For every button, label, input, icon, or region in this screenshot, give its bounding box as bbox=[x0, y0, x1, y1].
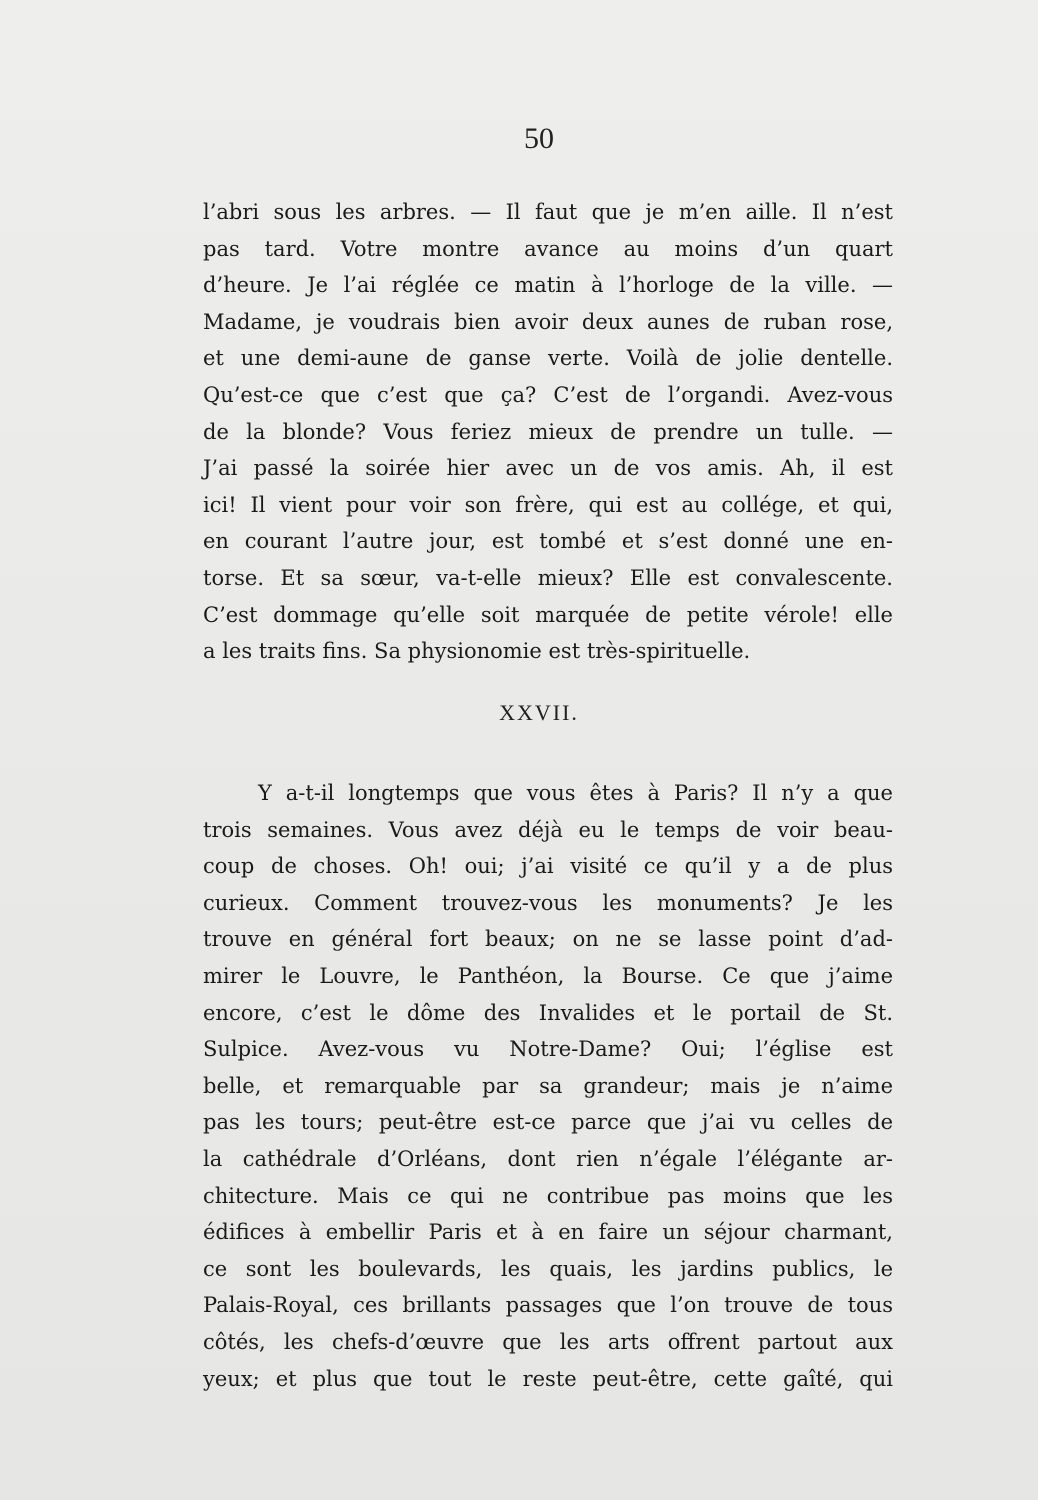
text-line: pas tard. Votre montre avance au moins d’un quart bbox=[203, 236, 893, 261]
page-number: 50 bbox=[524, 122, 554, 155]
text-line: côtés, les chefs-d’œuvre que les arts offrent partout aux bbox=[203, 1329, 893, 1354]
text-line: de la blonde? Vous feriez mieux de prendre un tulle. — bbox=[203, 419, 893, 444]
text-line: Palais-Royal, ces brillants passages que l’on trouve de tous bbox=[203, 1293, 893, 1318]
text-line: J’ai passé la soirée hier avec un de vos amis. Ah, il est bbox=[203, 456, 893, 481]
text-line: ce sont les boulevards, les quais, les jardins publics, le bbox=[203, 1256, 893, 1281]
text-line: curieux. Comment trouvez-vous les monuments? Je les bbox=[203, 890, 893, 915]
text-line: C’est dommage qu’elle soit marquée de petite vérole! elle bbox=[203, 602, 893, 627]
text-line: et une demi-aune de ganse verte. Voilà de jolie dentelle. bbox=[203, 346, 893, 371]
paragraph-section-2 bbox=[203, 775, 893, 1397]
text-line: l’abri sous les arbres. — Il faut que je m’en aille. Il n’est bbox=[203, 200, 893, 224]
text-line: trouve en général fort beaux; on ne se lasse point d’ad- bbox=[203, 927, 893, 952]
text-line: en courant l’autre jour, est tombé et s’est donné une en- bbox=[203, 529, 893, 554]
text-line: torse. Et sa sœur, va-t-elle mieux? Elle est convalescente. bbox=[203, 565, 893, 590]
text-line: pas les tours; peut-être est-ce parce que j’ai vu celles de bbox=[203, 1110, 893, 1135]
text-line: d’heure. Je l’ai réglée ce matin à l’horloge de la ville. — bbox=[203, 273, 893, 298]
text-line: Sulpice. Avez-vous vu Notre-Dame? Oui; l’église est bbox=[203, 1037, 893, 1062]
text-line: coup de choses. Oh! oui; j’ai visité ce qu’il y a de plus bbox=[203, 854, 893, 879]
text-line: Madame, je voudrais bien avoir deux aunes de ruban rose, bbox=[203, 309, 893, 334]
text-line: belle, et remarquable par sa grandeur; mais je n’aime bbox=[203, 1073, 893, 1098]
text-line: trois semaines. Vous avez déjà eu le temps de voir beau- bbox=[203, 817, 893, 842]
chapter-heading: XXVII. bbox=[499, 700, 579, 725]
text-line: chitecture. Mais ce qui ne contribue pas moins que les bbox=[203, 1183, 893, 1208]
text-line: a les traits fins. Sa physionomie est très-spirituelle. bbox=[203, 639, 751, 664]
text-line: Y a-t-il longtemps que vous êtes à Paris? Il n’y a que bbox=[258, 781, 893, 805]
text-line: la cathédrale d’Orléans, dont rien n’égale l’élégante ar- bbox=[203, 1146, 893, 1171]
text-line: édifices à embellir Paris et à en faire un séjour charmant, bbox=[203, 1220, 893, 1245]
text-line: yeux; et plus que tout le reste peut-être, cette gaîté, qui bbox=[203, 1366, 893, 1391]
text-line: ici! Il vient pour voir son frère, qui est au collége, et qui, bbox=[203, 492, 893, 517]
text-line: encore, c’est le dôme des Invalides et le portail de St. bbox=[203, 1000, 893, 1025]
text-line: Qu’est-ce que c’est que ça? C’est de l’organdi. Avez-vous bbox=[203, 382, 893, 407]
paragraph-section-1 bbox=[203, 194, 893, 670]
text-line: mirer le Louvre, le Panthéon, la Bourse. Ce que j’aime bbox=[203, 963, 893, 988]
